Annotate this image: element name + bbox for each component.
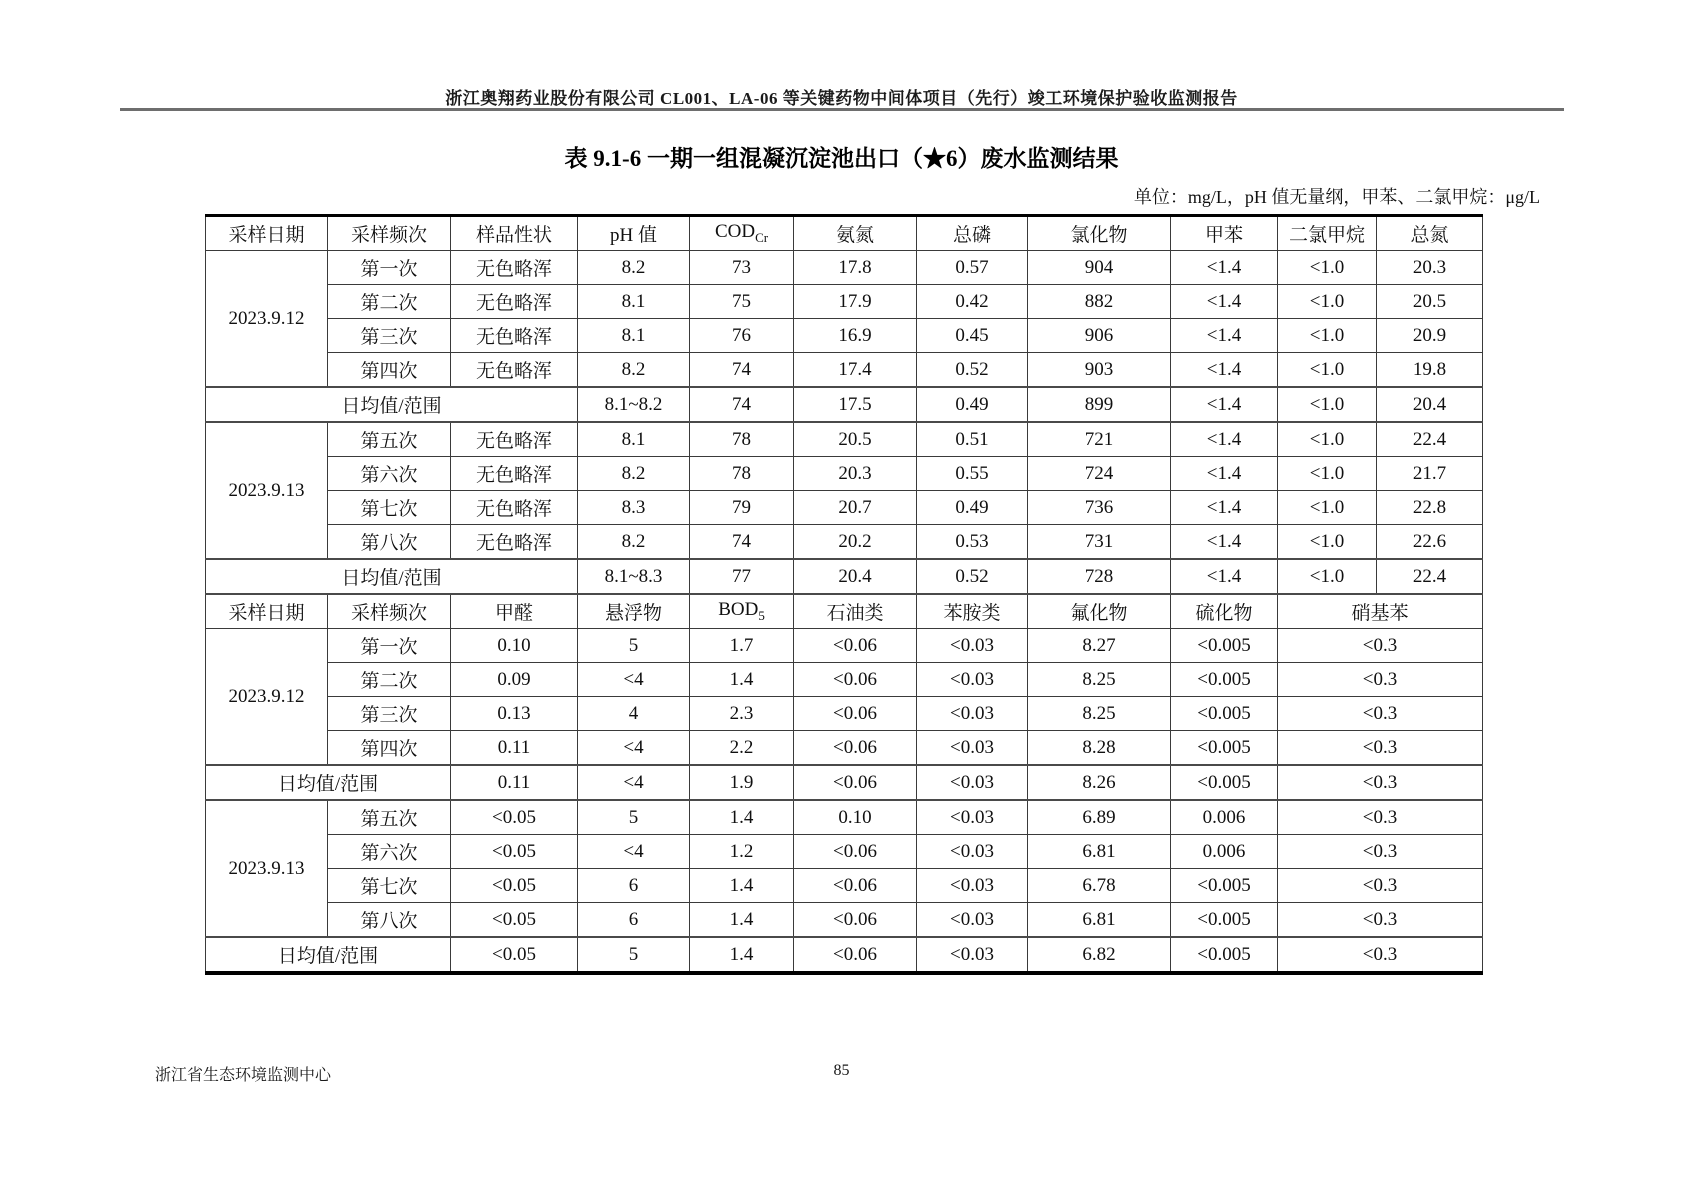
value-cell: <0.05 — [451, 800, 578, 835]
value-cell: 0.42 — [917, 285, 1028, 319]
value-cell: 6.81 — [1028, 835, 1171, 869]
value-cell: <0.05 — [451, 937, 578, 973]
value-cell: <1.4 — [1171, 285, 1278, 319]
value-cell: <0.005 — [1171, 697, 1278, 731]
avg-label-cell: 日均值/范围 — [206, 559, 578, 594]
value-cell: 76 — [690, 319, 794, 353]
value-cell: <1.0 — [1278, 422, 1377, 457]
value-cell: <0.03 — [917, 903, 1028, 938]
value-cell: 20.7 — [794, 491, 917, 525]
daily-average-row — [206, 937, 1483, 973]
value-cell: <0.06 — [794, 937, 917, 973]
value-cell: 1.4 — [690, 903, 794, 938]
table-row — [206, 285, 1483, 319]
value-cell: 第二次 — [328, 285, 451, 319]
value-cell: 2.2 — [690, 731, 794, 766]
value-cell: 1.4 — [690, 937, 794, 973]
value-cell: 724 — [1028, 457, 1171, 491]
value-cell: 8.2 — [578, 525, 690, 560]
column-header-cell: 采样频次 — [328, 216, 451, 251]
value-cell: <1.0 — [1278, 285, 1377, 319]
value-cell: 22.4 — [1377, 422, 1483, 457]
value-cell: 5 — [578, 629, 690, 663]
table-row — [206, 903, 1483, 938]
column-header-cell: 样品性状 — [451, 216, 578, 251]
value-cell: 6 — [578, 869, 690, 903]
value-cell: 736 — [1028, 491, 1171, 525]
value-cell: <0.03 — [917, 869, 1028, 903]
daily-average-row — [206, 387, 1483, 422]
value-cell: <0.3 — [1278, 869, 1483, 903]
value-cell: <0.3 — [1278, 663, 1483, 697]
value-cell: <4 — [578, 663, 690, 697]
value-cell: 0.49 — [917, 491, 1028, 525]
column-header-cell: 甲醛 — [451, 594, 578, 629]
table-body — [206, 216, 1483, 974]
value-cell: 无色略浑 — [451, 319, 578, 353]
value-cell: 8.2 — [578, 457, 690, 491]
table-row — [206, 835, 1483, 869]
value-cell: <0.05 — [451, 903, 578, 938]
value-cell: 22.4 — [1377, 559, 1483, 594]
column-header-cell: 总磷 — [917, 216, 1028, 251]
value-cell: 0.006 — [1171, 835, 1278, 869]
value-cell: <1.4 — [1171, 525, 1278, 560]
value-cell: 20.3 — [794, 457, 917, 491]
value-cell: 8.27 — [1028, 629, 1171, 663]
value-cell: 21.7 — [1377, 457, 1483, 491]
value-cell: 8.3 — [578, 491, 690, 525]
value-cell: 0.11 — [451, 765, 578, 800]
value-cell: <1.4 — [1171, 353, 1278, 388]
value-cell: <1.4 — [1171, 319, 1278, 353]
column-header-cell: 二氯甲烷 — [1278, 216, 1377, 251]
value-cell: 16.9 — [794, 319, 917, 353]
value-cell: 899 — [1028, 387, 1171, 422]
value-cell: 1.4 — [690, 800, 794, 835]
value-cell: 第一次 — [328, 629, 451, 663]
avg-label-cell: 日均值/范围 — [206, 765, 451, 800]
column-header-cell: 采样日期 — [206, 594, 328, 629]
column-header-cell: 苯胺类 — [917, 594, 1028, 629]
value-cell: 第八次 — [328, 903, 451, 938]
value-cell: <0.03 — [917, 731, 1028, 766]
value-cell: <0.005 — [1171, 903, 1278, 938]
value-cell: 第一次 — [328, 251, 451, 285]
column-header-cell: 氯化物 — [1028, 216, 1171, 251]
value-cell: 17.4 — [794, 353, 917, 388]
column-header-cell: 氟化物 — [1028, 594, 1171, 629]
value-cell: <0.03 — [917, 800, 1028, 835]
value-cell: 8.25 — [1028, 697, 1171, 731]
value-cell: <4 — [578, 765, 690, 800]
sampling-date-cell: 2023.9.13 — [206, 422, 328, 559]
value-cell: <0.06 — [794, 765, 917, 800]
value-cell: 20.9 — [1377, 319, 1483, 353]
value-cell: 79 — [690, 491, 794, 525]
column-header-cell: 悬浮物 — [578, 594, 690, 629]
value-cell: <0.03 — [917, 629, 1028, 663]
column-header-cell: 硝基苯 — [1278, 594, 1483, 629]
value-cell: <4 — [578, 731, 690, 766]
value-cell: 第三次 — [328, 697, 451, 731]
value-cell: 0.57 — [917, 251, 1028, 285]
value-cell: <0.03 — [917, 765, 1028, 800]
value-cell: <0.005 — [1171, 731, 1278, 766]
value-cell: 8.25 — [1028, 663, 1171, 697]
value-cell: 无色略浑 — [451, 422, 578, 457]
value-cell: 第二次 — [328, 663, 451, 697]
value-cell: <0.06 — [794, 903, 917, 938]
value-cell: 22.8 — [1377, 491, 1483, 525]
value-cell: 731 — [1028, 525, 1171, 560]
avg-label-cell: <0.3 — [1278, 937, 1483, 973]
table-row — [206, 457, 1483, 491]
value-cell: <0.005 — [1171, 869, 1278, 903]
value-cell: 4 — [578, 697, 690, 731]
value-cell: 8.1 — [578, 285, 690, 319]
table-row — [206, 869, 1483, 903]
table-title: 表 9.1-6 一期一组混凝沉淀池出口（★6）废水监测结果 — [564, 146, 1119, 171]
value-cell: <1.0 — [1278, 251, 1377, 285]
value-cell: 1.7 — [690, 629, 794, 663]
value-cell: 2.3 — [690, 697, 794, 731]
column-header-cell: 氨氮 — [794, 216, 917, 251]
value-cell: 8.28 — [1028, 731, 1171, 766]
value-cell: 6.89 — [1028, 800, 1171, 835]
value-cell: 无色略浑 — [451, 525, 578, 560]
value-cell: 8.1 — [578, 422, 690, 457]
value-cell: <1.4 — [1171, 457, 1278, 491]
column-header-cell: 总氮 — [1377, 216, 1483, 251]
value-cell: <0.05 — [451, 835, 578, 869]
value-cell: 第七次 — [328, 491, 451, 525]
value-cell: 0.006 — [1171, 800, 1278, 835]
value-cell: 6 — [578, 903, 690, 938]
value-cell: 74 — [690, 387, 794, 422]
value-cell: <0.3 — [1278, 800, 1483, 835]
value-cell: <0.3 — [1278, 835, 1483, 869]
value-cell: 第八次 — [328, 525, 451, 560]
value-cell: 73 — [690, 251, 794, 285]
value-cell: 第七次 — [328, 869, 451, 903]
value-cell: <0.005 — [1171, 937, 1278, 973]
value-cell: 882 — [1028, 285, 1171, 319]
column-header-cell: 硫化物 — [1171, 594, 1278, 629]
table-row — [206, 491, 1483, 525]
avg-label-cell: 日均值/范围 — [206, 937, 451, 973]
value-cell: <1.4 — [1171, 491, 1278, 525]
value-cell: 1.4 — [690, 663, 794, 697]
value-cell: 0.45 — [917, 319, 1028, 353]
value-cell: 20.5 — [794, 422, 917, 457]
value-cell: 20.5 — [1377, 285, 1483, 319]
table-row — [206, 629, 1483, 663]
sampling-date-cell: 2023.9.12 — [206, 251, 328, 388]
value-cell: 75 — [690, 285, 794, 319]
value-cell: <0.3 — [1278, 903, 1483, 938]
value-cell: 第四次 — [328, 731, 451, 766]
value-cell: 0.52 — [917, 559, 1028, 594]
value-cell: 17.8 — [794, 251, 917, 285]
table-header-row — [206, 594, 1483, 629]
value-cell: 1.9 — [690, 765, 794, 800]
table-row — [206, 251, 1483, 285]
value-cell: 17.9 — [794, 285, 917, 319]
value-cell: 0.55 — [917, 457, 1028, 491]
column-header-cell: 采样日期 — [206, 216, 328, 251]
value-cell: <1.4 — [1171, 422, 1278, 457]
value-cell: <0.005 — [1171, 629, 1278, 663]
value-cell: <1.0 — [1278, 387, 1377, 422]
value-cell: 无色略浑 — [451, 491, 578, 525]
value-cell: <0.06 — [794, 629, 917, 663]
column-header-cell: $BOD_5$ — [690, 594, 794, 629]
value-cell: 8.2 — [578, 353, 690, 388]
value-cell: 无色略浑 — [451, 457, 578, 491]
value-cell: 74 — [690, 525, 794, 560]
value-cell: 6.82 — [1028, 937, 1171, 973]
report-header-title: 浙江奥翔药业股份有限公司 CL001、LA-06 等关键药物中间体项目（先行）竣工环境保护验收监测报告 — [445, 89, 1238, 108]
value-cell: <0.03 — [917, 835, 1028, 869]
column-header-cell: 甲苯 — [1171, 216, 1278, 251]
value-cell: 8.26 — [1028, 765, 1171, 800]
table-row — [206, 697, 1483, 731]
value-cell: 0.51 — [917, 422, 1028, 457]
value-cell: 第六次 — [328, 457, 451, 491]
daily-average-row — [206, 765, 1483, 800]
value-cell: <1.0 — [1278, 491, 1377, 525]
value-cell: 无色略浑 — [451, 353, 578, 388]
value-cell: 74 — [690, 353, 794, 388]
value-cell: <1.0 — [1278, 525, 1377, 560]
value-cell: 904 — [1028, 251, 1171, 285]
value-cell: 第六次 — [328, 835, 451, 869]
column-header-cell: 石油类 — [794, 594, 917, 629]
table-row — [206, 663, 1483, 697]
value-cell: 20.2 — [794, 525, 917, 560]
value-cell: 0.53 — [917, 525, 1028, 560]
value-cell: 0.13 — [451, 697, 578, 731]
value-cell: 20.4 — [1377, 387, 1483, 422]
value-cell: 第五次 — [328, 422, 451, 457]
table-row — [206, 319, 1483, 353]
table-row — [206, 353, 1483, 388]
table-row — [206, 525, 1483, 560]
value-cell: <0.06 — [794, 869, 917, 903]
value-cell: <0.03 — [917, 663, 1028, 697]
wastewater-monitoring-table — [205, 214, 1483, 975]
value-cell: 17.5 — [794, 387, 917, 422]
table-row — [206, 422, 1483, 457]
value-cell: <1.4 — [1171, 251, 1278, 285]
value-cell: 0.09 — [451, 663, 578, 697]
value-cell: 第四次 — [328, 353, 451, 388]
column-header-cell: pH 值 — [578, 216, 690, 251]
value-cell: 无色略浑 — [451, 285, 578, 319]
value-cell: <0.3 — [1278, 629, 1483, 663]
value-cell: 20.4 — [794, 559, 917, 594]
avg-label-cell: 日均值/范围 — [206, 387, 578, 422]
value-cell: <0.06 — [794, 663, 917, 697]
value-cell: <0.3 — [1278, 731, 1483, 766]
value-cell: 5 — [578, 937, 690, 973]
value-cell: 903 — [1028, 353, 1171, 388]
value-cell: 5 — [578, 800, 690, 835]
value-cell: 77 — [690, 559, 794, 594]
value-cell: 0.52 — [917, 353, 1028, 388]
sampling-date-cell: 2023.9.12 — [206, 629, 328, 766]
value-cell: 6.78 — [1028, 869, 1171, 903]
table-row — [206, 800, 1483, 835]
value-cell: <0.005 — [1171, 663, 1278, 697]
column-header-cell: $COD_{Cr}$ — [690, 216, 794, 251]
value-cell: <1.4 — [1171, 559, 1278, 594]
value-cell: 728 — [1028, 559, 1171, 594]
subscript: Cr — [755, 229, 769, 245]
value-cell: 19.8 — [1377, 353, 1483, 388]
value-cell: <1.0 — [1278, 353, 1377, 388]
footer-organization: 浙江省生态环境监测中心 — [155, 1067, 332, 1084]
value-cell: <0.03 — [917, 697, 1028, 731]
header-divider — [120, 108, 1564, 111]
sampling-date-cell: 2023.9.13 — [206, 800, 328, 937]
subscript: 5 — [758, 607, 765, 623]
table-header-row — [206, 216, 1483, 251]
value-cell: 6.81 — [1028, 903, 1171, 938]
column-header-cell: 采样频次 — [328, 594, 451, 629]
value-cell: 721 — [1028, 422, 1171, 457]
value-cell: 1.4 — [690, 869, 794, 903]
value-cell: 0.10 — [794, 800, 917, 835]
value-cell: <0.005 — [1171, 765, 1278, 800]
value-cell: 78 — [690, 457, 794, 491]
footer-page-number: 85 — [833, 1062, 850, 1079]
value-cell: 8.1~8.3 — [578, 559, 690, 594]
units-note: 单位：mg/L，pH 值无量纲，甲苯、二氯甲烷：μg/L — [1133, 187, 1540, 207]
value-cell: 906 — [1028, 319, 1171, 353]
value-cell: <1.0 — [1278, 319, 1377, 353]
value-cell: 第五次 — [328, 800, 451, 835]
value-cell: 22.6 — [1377, 525, 1483, 560]
value-cell: 0.11 — [451, 731, 578, 766]
value-cell: 第三次 — [328, 319, 451, 353]
value-cell: <0.06 — [794, 835, 917, 869]
value-cell: <1.0 — [1278, 559, 1377, 594]
value-cell: 0.49 — [917, 387, 1028, 422]
value-cell: <0.06 — [794, 697, 917, 731]
value-cell: <1.0 — [1278, 457, 1377, 491]
value-cell: <0.06 — [794, 731, 917, 766]
value-cell: 8.2 — [578, 251, 690, 285]
value-cell: 8.1 — [578, 319, 690, 353]
value-cell: 20.3 — [1377, 251, 1483, 285]
table-row — [206, 731, 1483, 766]
daily-average-row — [206, 559, 1483, 594]
avg-label-cell: <0.3 — [1278, 765, 1483, 800]
value-cell: 1.2 — [690, 835, 794, 869]
value-cell: 无色略浑 — [451, 251, 578, 285]
value-cell: <0.03 — [917, 937, 1028, 973]
value-cell: 78 — [690, 422, 794, 457]
value-cell: <0.05 — [451, 869, 578, 903]
value-cell: <4 — [578, 835, 690, 869]
value-cell: <0.3 — [1278, 697, 1483, 731]
value-cell: <1.4 — [1171, 387, 1278, 422]
value-cell: 0.10 — [451, 629, 578, 663]
value-cell: 8.1~8.2 — [578, 387, 690, 422]
